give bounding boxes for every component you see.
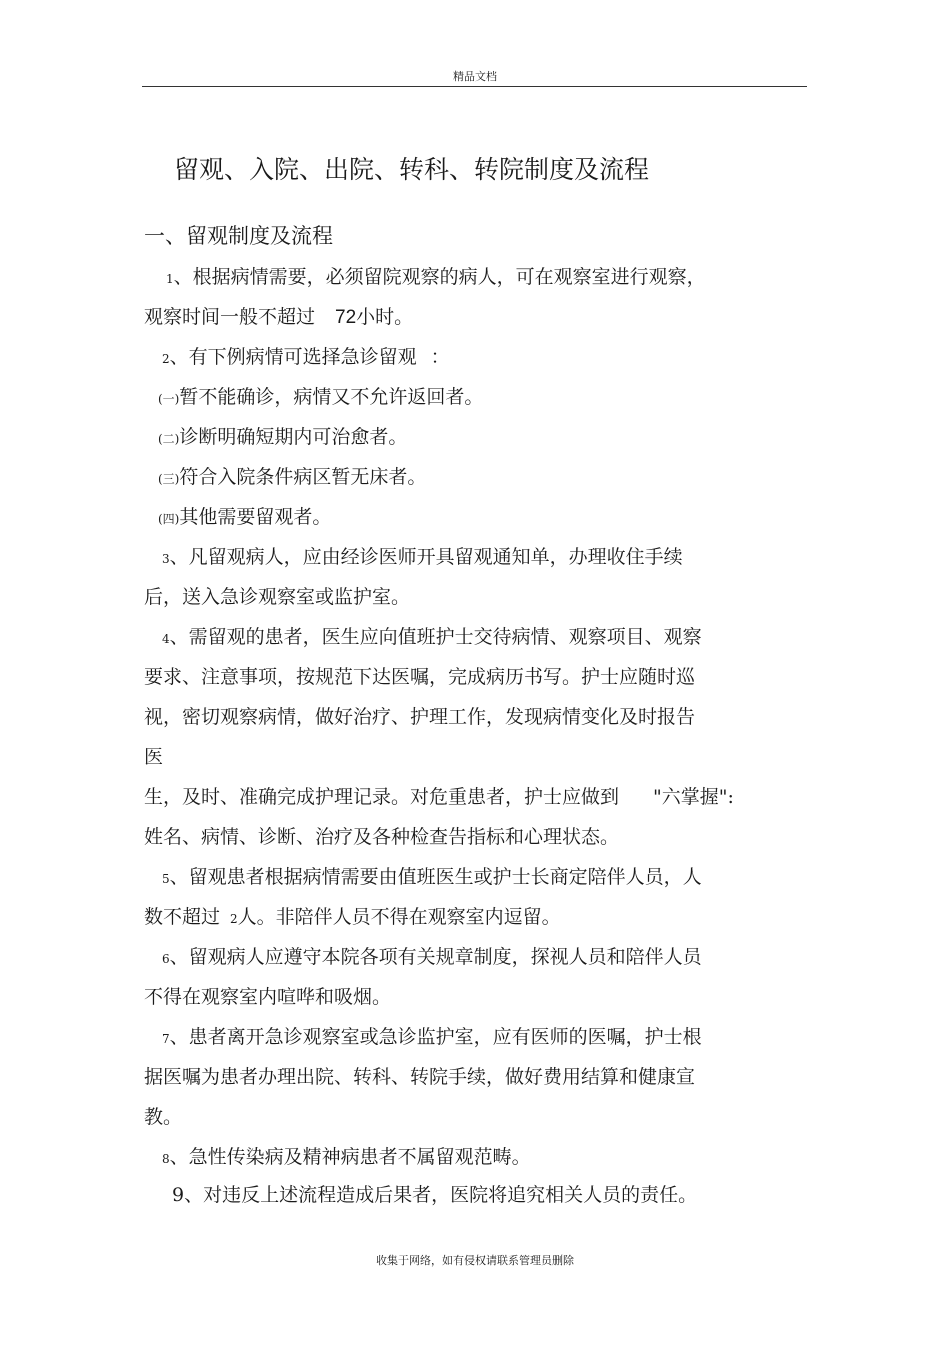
- paragraph-line: 6、留观病人应遵守本院各项有关规章制度，探视人员和陪伴人员: [162, 946, 702, 968]
- paragraph-line: 不得在观察室内喧哗和吸烟。: [144, 986, 392, 1008]
- paragraph-line: 9、对违反上述流程造成后果者，医院将追究相关人员的责任。: [172, 1184, 698, 1206]
- list-item: (三)符合入院条件病区暂无床者。: [158, 466, 427, 488]
- paragraph-line: 生，及时、准确完成护理记录。对危重患者，护士应做到 "六掌握":: [144, 786, 734, 808]
- paragraph-line: 7、患者离开急诊观察室或急诊监护室，应有医师的医嘱，护士根: [162, 1026, 702, 1048]
- paragraph-line: 后，送入急诊观察室或监护室。: [144, 586, 411, 608]
- paragraph-line: 要求、注意事项，按规范下达医嘱，完成病历书写。护士应随时巡: [144, 666, 696, 688]
- paragraph-line: 2、有下例病情可选择急诊留观 ：: [162, 346, 450, 368]
- paragraph-line: 视，密切观察病情，做好治疗、护理工作，发现病情变化及时报告: [144, 706, 696, 728]
- page-footer: 收集于网络，如有侵权请联系管理员删除: [376, 1254, 574, 1267]
- paragraph-line: 3、凡留观病人，应由经诊医师开具留观通知单，办理收住手续: [162, 546, 683, 568]
- paragraph-line: 教。: [144, 1106, 183, 1128]
- list-item: (四)其他需要留观者。: [158, 506, 332, 528]
- paragraph-line: 数不超过 2人。非陪伴人员不得在观察室内逗留。: [144, 906, 561, 928]
- list-item: (二)诊断明确短期内可治愈者。: [158, 426, 408, 448]
- section-heading: 一、留观制度及流程: [144, 224, 333, 248]
- paragraph-line: 4、需留观的患者，医生应向值班护士交待病情、观察项目、观察: [162, 626, 702, 648]
- header-rule: [142, 86, 807, 87]
- page-header: 精品文档: [453, 70, 497, 83]
- paragraph-line: 医: [144, 746, 164, 768]
- paragraph-line: 8、急性传染病及精神病患者不属留观范畴。: [162, 1146, 531, 1168]
- paragraph-line: 姓名、病情、诊断、治疗及各种检查告指标和心理状态。: [144, 826, 620, 848]
- document-title: 留观、入院、出院、转科、转院制度及流程: [174, 155, 650, 184]
- paragraph-line: 据医嘱为患者办理出院、转科、转院手续，做好费用结算和健康宣: [144, 1066, 696, 1088]
- paragraph-line: 5、留观患者根据病情需要由值班医生或护士长商定陪伴人员，人: [162, 866, 702, 888]
- paragraph-line: 观察时间一般不超过 72小时。: [144, 306, 414, 328]
- paragraph-line: 1、根据病情需要，必须留院观察的病人，可在观察室进行观察，: [166, 266, 706, 288]
- list-item: (一)暂不能确诊，病情又不允许返回者。: [158, 386, 484, 408]
